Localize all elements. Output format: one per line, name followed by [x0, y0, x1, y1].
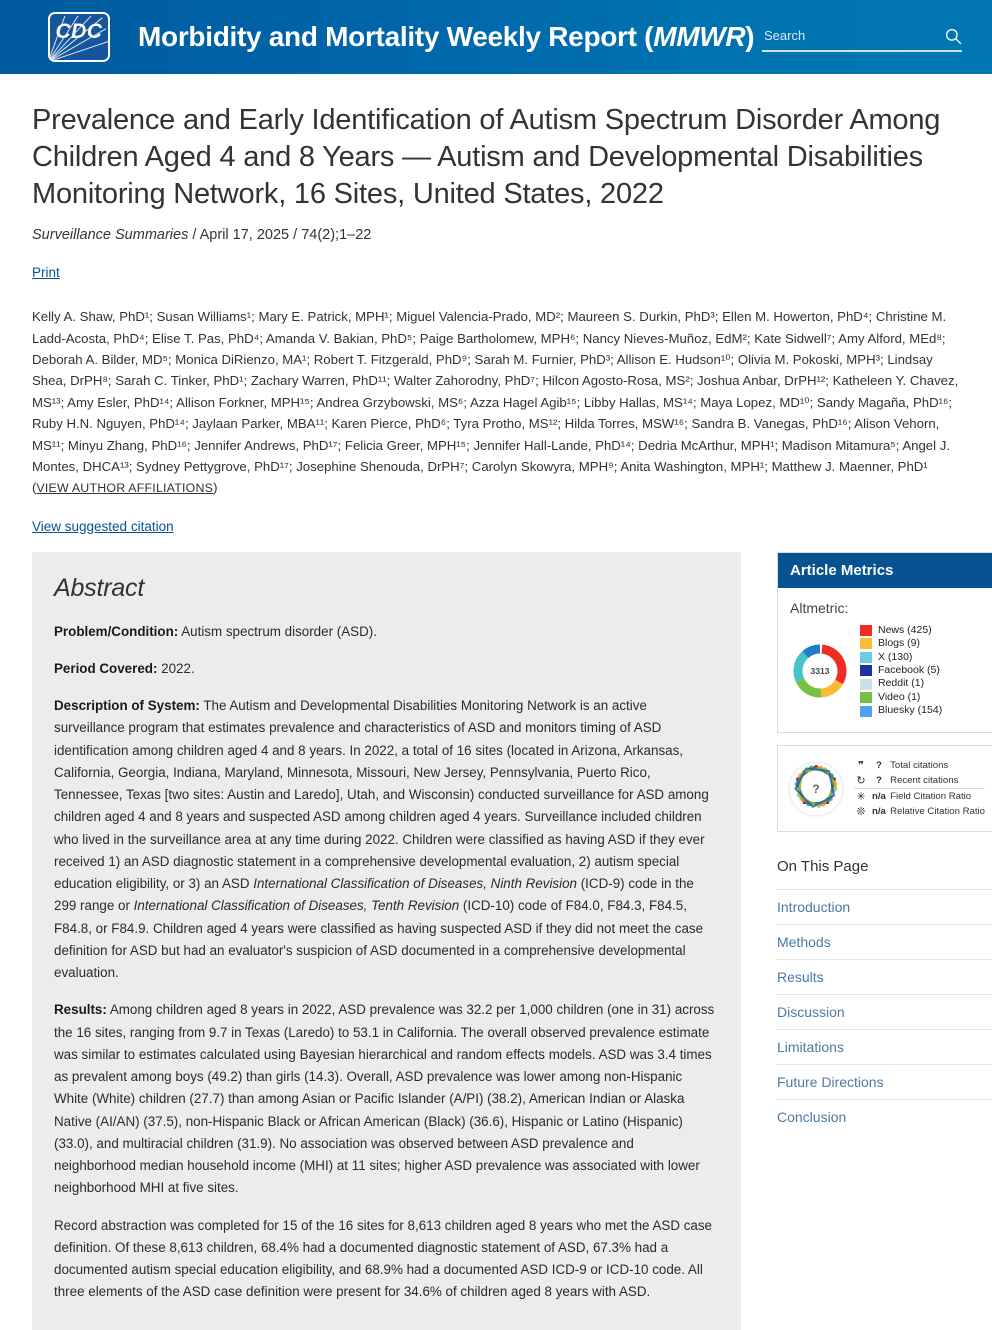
legend-item: [860, 704, 942, 717]
on-this-page-item-conclusion[interactable]: Conclusion: [777, 1099, 992, 1134]
legend-label-blogs: Blogs (9): [878, 637, 921, 650]
site-title: [138, 21, 754, 53]
citations-card: [777, 745, 992, 833]
legend-label-reddit: Reddit (1): [878, 677, 925, 690]
legend-swatch-x: [860, 652, 872, 663]
relative-citation-ratio-value: n/a: [872, 806, 886, 818]
on-this-page-item-limitations[interactable]: Limitations: [777, 1029, 992, 1064]
sidebar: [777, 552, 992, 1135]
citation-row: [854, 773, 985, 789]
abstract-record-abstraction: Record abstraction was completed for 15 of the 16 sites for 8,613 children aged 8 years who met the ASD case definition. Of these 8,613 children, 68.4% had a documented diagnostic statement of ASD, 67.3% had a documented autism special education eligibility, and 68.9% had a documented ASD ICD-9 or ICD-10 code. All three elements of the ASD case definition were present for 34.6% of children aged 8 years with ASD.: [54, 1217, 712, 1300]
abstract-period-label: Period Covered:: [54, 660, 158, 676]
altmetric-label: Altmetric:: [790, 599, 849, 616]
total-citations-label: Total citations: [890, 759, 949, 771]
on-this-page-item-introduction[interactable]: Introduction: [777, 889, 992, 924]
legend-item: [860, 664, 942, 677]
site-title-main: Morbidity and Mortality Weekly Report (: [138, 21, 654, 52]
abstract-results-text: Among children aged 8 years in 2022, ASD prevalence was 32.2 per 1,000 children (one in 31) across the 16 sites, ranging from 9.7 in Texas (Laredo) to 53.1 in California. The overall observed prevalence estimate was similar to estimates calculated using Bayesian hierarchical and random effects models. ASD was 3.4 times as prevalent among boys (49.2) than girls (14.3). Overall, ASD prevalence was lower among non-Hispanic White (White) children (27.7) than among Asian or Pacific Islander (A/PI) (38.2), American Indian or Alaska Native (AI/AN) (37.5), non-Hispanic Black or African American (Black) (36.6), Hispanic or Latino (Hispanic) (33.0), and multiracial children (31.9). No association was observed between ASD prevalence and neighborhood median household income (MHI) at 11 sites; higher ASD prevalence was associated with lower neighborhood MHI at five sites.: [54, 1002, 715, 1196]
clock-icon: ↻: [856, 774, 866, 787]
legend-item: [860, 677, 942, 690]
relative-citation-ratio-label: Relative Citation Ratio: [890, 806, 985, 818]
total-citations-value: ?: [876, 759, 882, 771]
abstract-description-part2: (ICD-9) code in the 299 range or: [54, 876, 694, 914]
legend-swatch-facebook: [860, 665, 872, 676]
legend-swatch-reddit: [860, 679, 872, 690]
citation-row: [854, 758, 985, 773]
altmetric-legend: [860, 624, 942, 718]
print-link[interactable]: Print: [32, 265, 60, 281]
dimensions-badge-value: ?: [812, 781, 820, 796]
abstract-description-label: Description of System:: [54, 698, 200, 714]
search-input[interactable]: [762, 28, 944, 43]
on-this-page-item-methods[interactable]: Methods: [777, 924, 992, 959]
page-body: [0, 102, 992, 1330]
search-box[interactable]: [762, 27, 962, 52]
citation-row: [854, 789, 985, 804]
search-icon[interactable]: [944, 27, 962, 45]
legend-swatch-bluesky: [860, 706, 872, 717]
abstract-problem-text: Autism spectrum disorder (ASD).: [178, 623, 377, 639]
abstract-results: [54, 999, 719, 1199]
view-author-affiliations-link[interactable]: VIEW AUTHOR AFFILIATIONS: [36, 481, 214, 496]
on-this-page-nav: [777, 858, 992, 1134]
legend-label-video: Video (1): [878, 690, 921, 703]
author-list: [32, 306, 960, 498]
legend-swatch-video: [860, 692, 872, 703]
relative-ratio-icon: ❊: [856, 806, 866, 819]
on-this-page-item-discussion[interactable]: Discussion: [777, 994, 992, 1029]
abstract-problem-condition: [54, 621, 719, 643]
legend-label-x: X (130): [878, 650, 913, 663]
article-date-volume: / April 17, 2025 / 74(2);1–22: [188, 227, 372, 244]
article-meta: [32, 227, 960, 243]
recent-citations-label: Recent citations: [890, 774, 959, 786]
content-row: [32, 552, 985, 1330]
legend-item: [860, 624, 942, 637]
altmetric-score: 3313: [810, 665, 830, 676]
abstract-problem-label: Problem/Condition:: [54, 623, 179, 639]
abstract-description-part3: (ICD-10) code of F84.0, F84.3, F84.5, F84.8, or F84.9. Children aged 4 years were classified as having suspected ASD if they did not meet the case definition for ASD but had an evaluator's suspicion of ASD documented in a comprehensive developmental evaluation.: [54, 898, 704, 981]
cdc-logo-text: CDC: [55, 20, 103, 43]
altmetric-row: [790, 624, 983, 718]
icd9-title: International Classification of Diseases, Ninth Revision: [253, 876, 577, 892]
citation-row: [854, 804, 985, 819]
abstract-heading: Abstract: [54, 573, 145, 602]
abstract-description-part1: The Autism and Developmental Disabilities Monitoring Network is an active surveillance program that estimates prevalence and characteristics of ASD and monitors timing of ASD identification among children aged 4 and 8 years. In 2022, a total of 16 sites (located in Arizona, Arkansas, California, Georgia, Indiana, Maryland, Minnesota, Missouri, New Jersey, Pennsylvania, Puerto Rico, Tennessee, Texas [two sites: Austin and Laredo], Utah, and Wisconsin) conducted surveillance for ASD among children aged 4 and 8 years and suspected ASD among children aged 4 years. Surveillance included children who lived in the surveillance area at any time during 2022. Children were classified as having ASD if they ever received 1) an ASD diagnostic statement in a comprehensive developmental evaluation, 2) autism special education eligibility, or 3) an ASD: [54, 698, 709, 892]
site-header: [0, 0, 992, 74]
site-title-close: ): [745, 21, 755, 52]
article-series: Surveillance Summaries: [32, 227, 189, 244]
legend-item: [860, 651, 942, 664]
legend-swatch-news: [860, 625, 872, 636]
dimensions-badge[interactable]: [788, 761, 844, 817]
field-citation-ratio-label: Field Citation Ratio: [890, 791, 972, 803]
view-suggested-citation-link[interactable]: View suggested citation: [32, 518, 174, 534]
article-metrics-card: [777, 552, 992, 733]
on-this-page-title: On This Page: [777, 858, 869, 876]
abstract-section: [32, 552, 741, 1330]
article-metrics-body: [778, 588, 992, 732]
page-title: Prevalence and Early Identification of Autism Spectrum Disorder Among Children Aged 4 and 8 Years — Autism and Developmental Disabilities Monitoring Network, 16 Sites, United States, 2022: [32, 104, 941, 211]
citations-table: [854, 758, 985, 820]
on-this-page-item-future-directions[interactable]: Future Directions: [777, 1064, 992, 1099]
field-citation-ratio-value: n/a: [872, 791, 886, 803]
legend-label-facebook: Facebook (5): [878, 664, 940, 677]
recent-citations-value: ?: [876, 774, 882, 786]
legend-item: [860, 637, 942, 650]
abstract-period-covered: [54, 658, 719, 680]
abstract-results-label: Results:: [54, 1002, 107, 1018]
icd10-title: International Classification of Diseases, Tenth Revision: [133, 898, 460, 914]
quote-icon: ❞: [857, 759, 864, 772]
on-this-page-item-results[interactable]: Results: [777, 959, 992, 994]
legend-label-bluesky: Bluesky (154): [878, 704, 943, 717]
legend-item: [860, 691, 942, 704]
cdc-logo[interactable]: [48, 12, 110, 62]
author-list-close: ): [213, 480, 218, 496]
legend-swatch-blogs: [860, 638, 872, 649]
altmetric-donut[interactable]: [790, 641, 850, 701]
article-metrics-header: Article Metrics: [778, 553, 992, 588]
legend-label-news: News (425): [878, 623, 932, 636]
author-names: Kelly A. Shaw, PhD¹; Susan Williams¹; Mary E. Patrick, MPH¹; Miguel Valencia-Prado, MD²; Maureen S. Durkin, PhD³; Ellen M. Howerton, PhD⁴; Christine M. Ladd-Acosta, PhD⁴; Elise T. Pas, PhD⁴; Amanda V. Bakian, PhD⁵; Paige Bartholomew, MPH⁶; Nancy Nieves-Muñoz, EdM²; Kate Sidwell⁷; Amy Alford, MEd⁸; Deborah A. Bilder, MD⁵; Monica DiRienzo, MA¹; Robert T. Fitzgerald, PhD⁹; Sarah M. Furnier, PhD³; Allison E. Hudson¹⁰; Olivia M. Pokoski, MPH³; Lindsay Shea, DrPH⁸; Sarah C. Tinker, PhD¹; Zachary Warren, PhD¹¹; Walter Zahorodny, PhD⁷; Hilcon Agosto-Rosa, MS²; Joshua Anbar, DrPH¹²; Katheleen Y. Chavez, MS¹³; Amy Esler, PhD¹⁴; Allison Forkner, MPH¹⁵; Andrea Grzybowski, MS⁶; Azza Hagel Agib¹⁵; Libby Hallas, MS¹⁴; Maya Lopez, MD¹⁰; Sandy Magaña, PhD¹⁶; Ruby H.N. Nguyen, PhD¹⁴; Jaylaan Parker, MBA¹¹; Karen Pierce, PhD⁶; Tyra Protho, MS¹²; Hilda Torres, MSW¹⁶; Sandra B. Vanegas, PhD¹⁶; Alison Vehorn, MS¹¹; Minyu Zhang, PhD¹⁶; Jennifer Andrews, PhD¹⁷; Felicia Greer, MPH¹⁵; Jennifer Hall-Lande, PhD¹⁴; Dedria McArthur, MPH¹; Madison Mitamura⁵; Angel J. Montes, DHCA¹³; Sydney Pettygrove, PhD¹⁷; Josephine Shenouda, DrPH⁷; Carolyn Skowyra, MPH⁹; Anita Washington, MPH¹; Matthew J. Maenner, PhD¹ (: [32, 309, 959, 496]
site-title-mmwr: MMWR: [653, 21, 746, 52]
field-ratio-icon: ✳: [856, 791, 866, 804]
abstract-period-text: 2022.: [157, 660, 195, 676]
abstract-description-of-system: [54, 695, 719, 984]
